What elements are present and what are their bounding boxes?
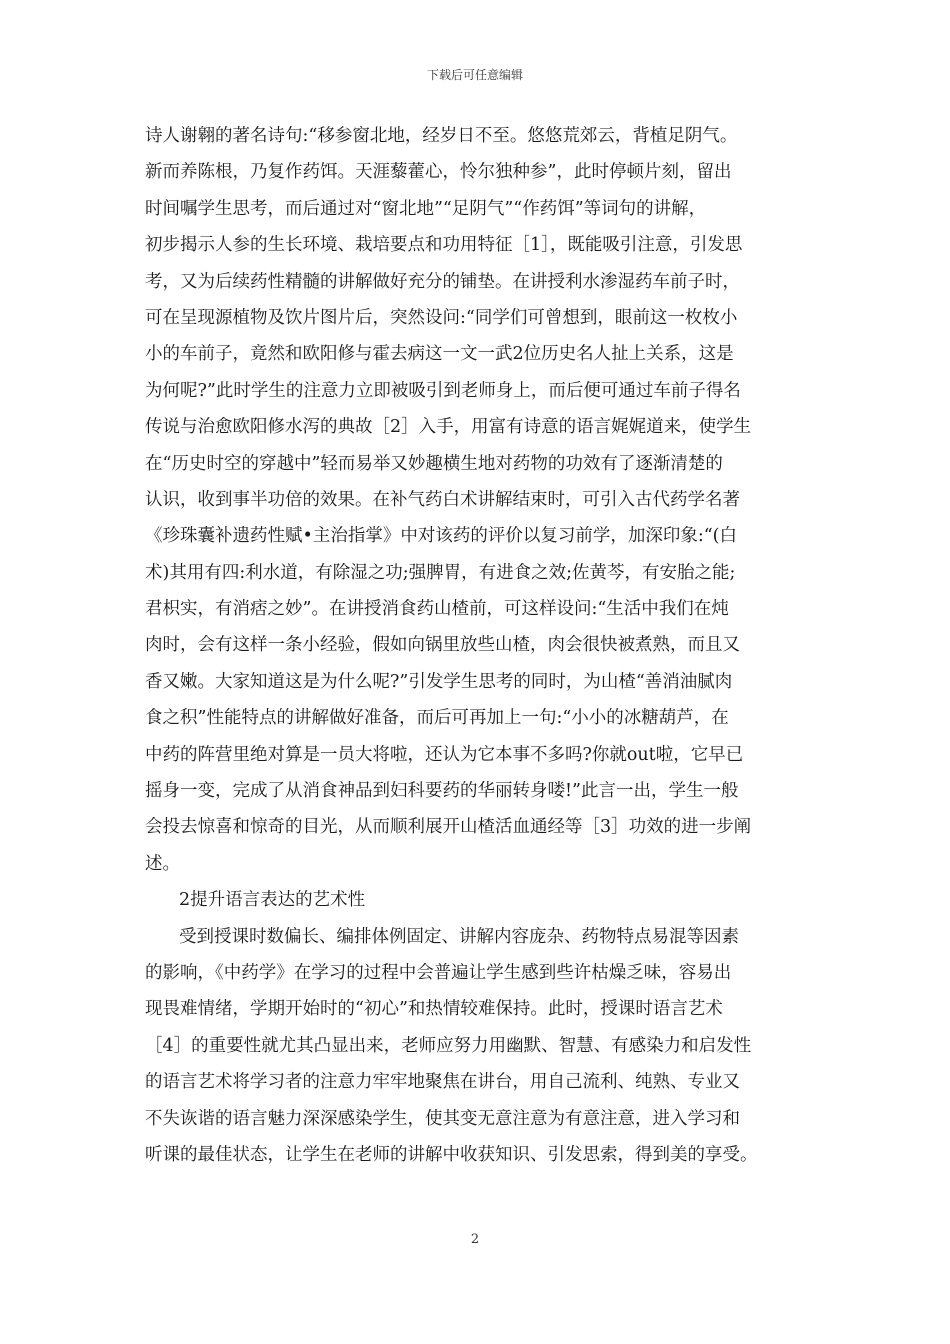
text-line: 受到授课时数偏长、编排体例固定、讲解内容庞杂、药物特点易混等因素 (179, 926, 739, 947)
text-line: 考，又为后续药性精髓的讲解做好充分的铺垫。在讲授利水渗湿药车前子时， (145, 271, 740, 292)
text-line: 《珍珠囊补遗药性赋•主治指掌》中对该药的评价以复习前学，加深印象:“(白 (145, 526, 737, 547)
text-line: 诗人谢翱的著名诗句:“移参窗北地，经岁日不至。悠悠荒郊云，背植足阴气。 (145, 126, 738, 146)
text-line: 肉时，会有这样一条小经验，假如向锅里放些山楂，肉会很快被煮熟，而且又 (145, 635, 740, 656)
text-line: 小的车前子，竟然和欧阳修与霍去病这一文一武2位历史名人扯上关系，这是 (145, 344, 734, 365)
text-line: ［4］的重要性就尤其凸显出来，老师应努力用幽默、智慧、有感染力和启发性 (145, 1035, 752, 1056)
page-header: 下载后可任意编辑 (426, 68, 523, 82)
section-heading: 2提升语言表达的艺术性 (179, 890, 366, 911)
text-line: 会投去惊喜和惊奇的目光，从而顺利展开山楂活血通经等［3］功效的进一步阐 (145, 817, 752, 838)
text-line: 不失诙谐的语言魅力深深感染学生，使其变无意注意为有意注意，进入学习和 (145, 1108, 740, 1129)
text-line: 中药的阵营里绝对算是一员大将啦，还认为它本事不多吗?你就out啦，它早已 (145, 744, 744, 765)
text-line: 术)其用有四:利水道，有除湿之功;强脾胃，有进食之效;佐黄芩，有安胎之能; (145, 562, 736, 583)
document-body (145, 118, 825, 1173)
text-line: 述。 (145, 853, 180, 874)
text-line: 传说与治愈欧阳修水泻的典故［2］入手，用富有诗意的语言娓娓道来，使学生 (145, 417, 752, 438)
page-number: 2 (470, 1232, 480, 1247)
text-line: 听课的最佳状态，让学生在老师的讲解中收获知识、引发思索，得到美的享受。 (145, 1144, 758, 1165)
text-line: 的影响，《中药学》在学习的过程中会普遍让学生感到些许枯燥乏味，容易出 (145, 962, 732, 983)
text-line: 初步揭示人参的生长环境、栽培要点和功用特征［1］，既能吸引注意，引发思 (145, 235, 743, 256)
text-line: 时间嘱学生思考，而后通过对“窗北地”“足阴气”“作药饵”等词句的讲解， (145, 198, 707, 219)
text-line: 在“历史时空的穿越中”轻而易举又妙趣横生地对药物的功效有了逐渐清楚的 (145, 453, 723, 474)
text-line: 新而养陈根，乃复作药饵。天涯藜藿心，怜尔独种参”，此时停顿片刻，留出 (145, 162, 732, 183)
text-line: 认识，收到事半功倍的效果。在补气药白术讲解结束时，可引入古代药学名著 (145, 489, 740, 510)
text-line: 君枳实，有消痞之妙”。在讲授消食药山楂前，可这样设问:“生活中我们在炖 (145, 599, 729, 620)
text-line: 为何呢?”此时学生的注意力立即被吸引到老师身上，而后便可通过车前子得名 (145, 380, 741, 401)
text-line: 的语言艺术将学习者的注意力牢牢地聚焦在讲台，用自己流利、纯熟、专业又 (145, 1072, 740, 1093)
text-line: 可在呈现源植物及饮片图片后，突然设问:“同学们可曾想到，眼前这一枚枚小 (145, 307, 738, 328)
text-line: 香又嫩。大家知道这是为什么呢?”引发学生思考的同时，为山楂“善消油腻肉 (145, 671, 733, 692)
text-line: 摇身一变，完成了从消食神品到妇科要药的华丽转身喽!”此言一出，学生一般 (145, 781, 739, 802)
text-line: 食之积”性能特点的讲解做好准备，而后可再加上一句:“小小的冰糖葫芦，在 (145, 708, 729, 729)
text-line: 现畏难情绪，学期开始时的“初心”和热情较难保持。此时，授课时语言艺术 (145, 999, 723, 1020)
